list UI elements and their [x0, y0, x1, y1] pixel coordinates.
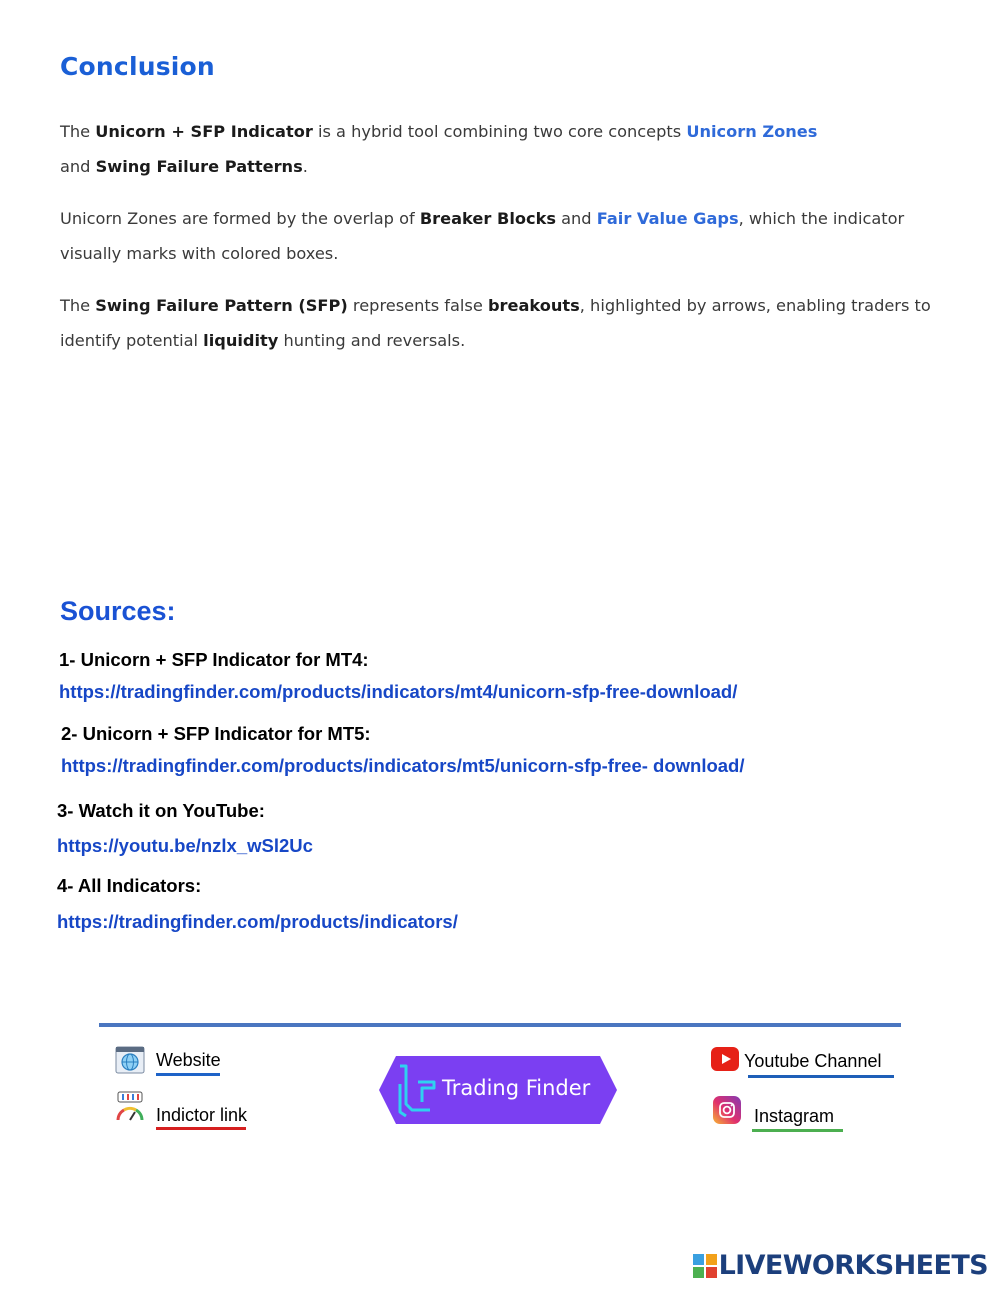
p1-text-1: The	[60, 122, 96, 141]
p3-text-4: hunting and reversals.	[278, 331, 466, 350]
indicator-link[interactable]: Indictor link	[156, 1105, 248, 1125]
p2-bold-breaker-blocks: Breaker Blocks	[419, 209, 556, 228]
p3-text-1: The	[60, 296, 96, 315]
liveworksheets-logo-icon	[693, 1254, 717, 1278]
instagram-underline	[752, 1129, 843, 1132]
youtube-underline	[748, 1075, 894, 1078]
source-label-youtube: 3- Watch it on YouTube:	[57, 800, 265, 821]
website-link[interactable]: Website	[156, 1050, 221, 1070]
p1-bold-indicator-name: Unicorn + SFP Indicator	[95, 122, 313, 141]
sources-heading: Sources:	[60, 596, 176, 626]
source-label-all-indicators: 4- All Indicators:	[57, 875, 202, 896]
p3-text-3: , highlighted by arrows, enabling traders to identify potential	[60, 296, 931, 350]
source-link-youtube[interactable]: https://youtu.be/nzlx_wSl2Uc	[57, 835, 313, 856]
p3-bold-sfp: Swing Failure Pattern (SFP)	[95, 296, 348, 315]
liveworksheets-text: LIVEWORKSHEETS	[718, 1250, 988, 1281]
indicator-link-underline	[156, 1127, 246, 1130]
p2-text-1: Unicorn Zones are formed by the overlap of	[60, 209, 420, 228]
p1-keyword-unicorn-zones: Unicorn Zones	[686, 122, 818, 141]
youtube-channel-link[interactable]: Youtube Channel	[744, 1051, 882, 1071]
source-label-mt5: 2- Unicorn + SFP Indicator for MT5:	[61, 723, 371, 744]
liveworksheets-watermark	[693, 1250, 988, 1281]
conclusion-paragraph-2	[60, 201, 950, 271]
instagram-link[interactable]: Instagram	[754, 1106, 835, 1126]
tradingfinder-logo[interactable]	[378, 1054, 618, 1126]
source-label-mt4: 1- Unicorn + SFP Indicator for MT4:	[59, 649, 369, 670]
website-underline	[156, 1073, 220, 1076]
indicator-gauge-icon[interactable]	[115, 1092, 145, 1122]
p1-text-3: and	[60, 157, 96, 176]
p1-bold-swing-failure: Swing Failure Patterns	[95, 157, 303, 176]
p3-bold-breakouts: breakouts	[487, 296, 580, 315]
p3-bold-liquidity: liquidity	[203, 331, 279, 350]
p3-text-2: represents false	[347, 296, 488, 315]
tradingfinder-brand-text: Trading Finder	[442, 1076, 591, 1100]
footer-divider	[99, 1023, 901, 1027]
p2-text-2: and	[555, 209, 597, 228]
source-link-mt4[interactable]: https://tradingfinder.com/products/indicators/mt4/unicorn-sfp-free-download/	[59, 681, 738, 702]
conclusion-paragraph-1	[60, 114, 950, 184]
conclusion-heading: Conclusion	[60, 52, 215, 81]
instagram-icon[interactable]	[712, 1095, 742, 1125]
p2-keyword-fair-value-gaps: Fair Value Gaps	[596, 209, 739, 228]
p1-text-2: is a hybrid tool combining two core concepts	[312, 122, 687, 141]
conclusion-paragraph-3	[60, 288, 950, 358]
p1-text-4: .	[302, 157, 308, 176]
youtube-icon[interactable]	[710, 1044, 740, 1074]
source-link-mt5[interactable]: https://tradingfinder.com/products/indicators/mt5/unicorn-sfp-free- download/	[61, 755, 745, 776]
p2-text-3: , which the indicator visually marks with colored boxes.	[60, 209, 905, 263]
globe-icon[interactable]	[115, 1045, 145, 1075]
source-link-all-indicators[interactable]: https://tradingfinder.com/products/indicators/	[57, 911, 458, 932]
